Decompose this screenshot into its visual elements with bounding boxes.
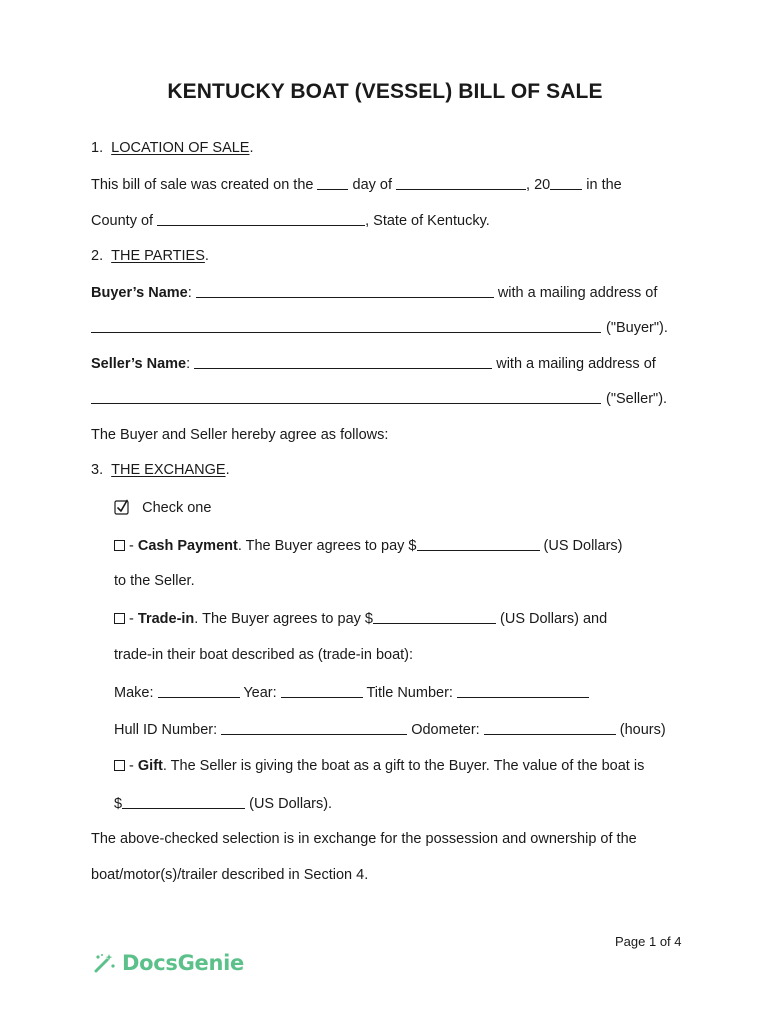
summary-line-1: The above-checked selection is in exchange for the possession and ownership of the	[91, 831, 637, 847]
buyer-name-line: Buyer’s Name: with a mailing address of	[91, 285, 658, 301]
gift-value-field[interactable]	[122, 794, 245, 809]
cash-payment-line-2: to the Seller.	[114, 573, 195, 589]
check-one-line: Check one	[114, 499, 211, 517]
day-field[interactable]	[317, 175, 348, 190]
cash-payment-checkbox[interactable]	[114, 540, 125, 551]
year-field[interactable]	[550, 175, 582, 190]
cash-payment-line: - Cash Payment. The Buyer agrees to pay $ (US Dollars)	[114, 536, 623, 555]
trade-boat-details-line: Make: Year: Title Number:	[114, 683, 589, 702]
buyer-name-field[interactable]	[196, 283, 494, 298]
seller-end-label: ("Seller").	[606, 391, 668, 407]
gift-checkbox[interactable]	[114, 760, 125, 771]
gift-line-2: $ (US Dollars).	[114, 796, 333, 812]
buyer-end-label: ("Buyer").	[606, 320, 668, 336]
magic-wand-icon	[93, 952, 117, 974]
hull-id-field[interactable]	[221, 720, 407, 735]
year-field-trade[interactable]	[281, 683, 363, 698]
section-1-heading: 1. LOCATION OF SALE.	[91, 140, 254, 156]
checked-box-icon	[114, 499, 130, 515]
odometer-field[interactable]	[484, 720, 616, 735]
section-2-heading: 2. THE PARTIES.	[91, 248, 209, 264]
title-number-field[interactable]	[457, 683, 589, 698]
trade-in-line: - Trade-in. The Buyer agrees to pay $ (US Dollars) and	[114, 609, 607, 628]
seller-name-line: Seller’s Name: with a mailing address of	[91, 356, 656, 372]
county-line: County of , State of Kentucky.	[91, 213, 490, 229]
agreement-line: The Buyer and Seller hereby agree as follows:	[91, 427, 389, 443]
trade-amount-field[interactable]	[373, 609, 496, 624]
docsgenie-logo: DocsGenie	[93, 951, 244, 975]
document-title: KENTUCKY BOAT (VESSEL) BILL OF SALE	[167, 80, 603, 103]
gift-line: - Gift. The Seller is giving the boat as a gift to the Buyer. The value of the boat is	[114, 757, 644, 775]
page-number: Page 1 of 4	[615, 934, 682, 949]
sale-date-line: This bill of sale was created on the day of , 20 in the	[91, 177, 622, 193]
cash-amount-field[interactable]	[417, 536, 540, 551]
county-field[interactable]	[157, 211, 365, 226]
seller-name-field[interactable]	[194, 354, 492, 369]
seller-address-field[interactable]	[91, 403, 601, 404]
summary-line-2: boat/motor(s)/trailer described in Section 4.	[91, 867, 369, 883]
section-3-heading: 3. THE EXCHANGE.	[91, 462, 230, 478]
trade-in-line-2: trade-in their boat described as (trade-in boat):	[114, 647, 414, 663]
buyer-address-field[interactable]	[91, 332, 601, 333]
make-field[interactable]	[158, 683, 240, 698]
trade-in-checkbox[interactable]	[114, 613, 125, 624]
hull-odometer-line: Hull ID Number: Odometer: (hours)	[114, 722, 666, 738]
month-field[interactable]	[396, 175, 526, 190]
